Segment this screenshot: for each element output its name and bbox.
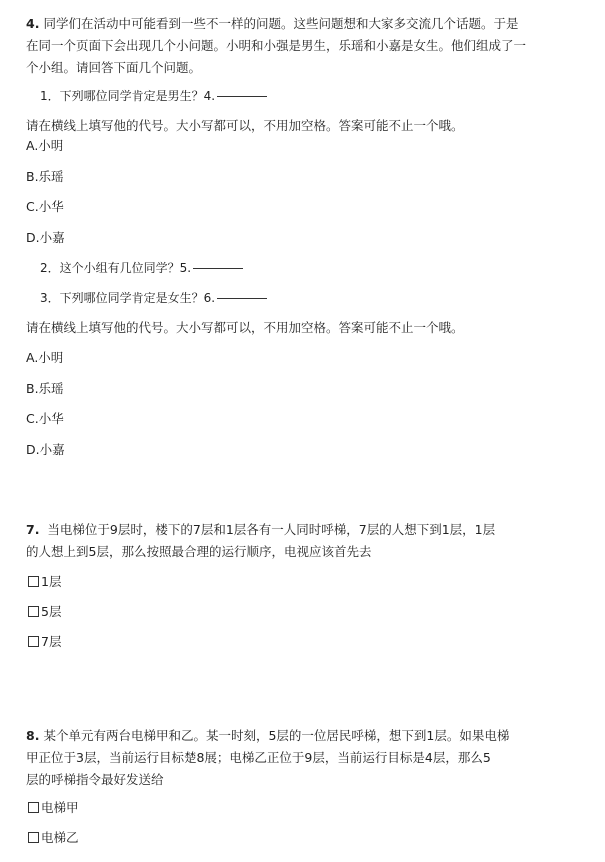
checkbox[interactable] (28, 606, 39, 617)
checkbox[interactable] (28, 802, 39, 813)
q7-option-1[interactable] (28, 574, 61, 590)
q4-sub2-text: 2．这个小组有几位同学？5. (40, 261, 192, 275)
q4-number: 4. (26, 16, 40, 31)
q4-option-c-2: C.小华 (26, 411, 64, 426)
q4-answer-blank-4[interactable] (217, 96, 267, 97)
q4-instruction-2: 请在横线上填写他的代号。大小写都可以，不用加空格。答案可能不止一个哦。 (26, 320, 464, 335)
q4-line-3: 个小组。请回答下面几个问题。 (26, 60, 202, 75)
q8-line-3: 层的呼梯指令最好发送给 (26, 772, 164, 787)
q8-option-1[interactable] (28, 800, 79, 816)
q8-option-2[interactable] (28, 830, 79, 846)
q7-option-2[interactable] (28, 604, 61, 620)
q4-line-2: 在同一个页面下会出现几个小问题。小明和小强是男生，乐瑶和小嘉是女生。他们组成了一 (26, 38, 527, 53)
q4-sub-question-1 (40, 88, 267, 104)
q4-option-d-2: D.小嘉 (26, 442, 65, 457)
q8-line-2: 甲正位于3层，当前运行目标楚8展；电梯乙正位于9层，当前运行目标是4层，那么5 (26, 750, 491, 765)
q7-option-1-label: 1层 (41, 574, 62, 589)
q7-line-1 (26, 522, 495, 538)
q4-option-a-1: A.小明 (26, 138, 64, 153)
q8-option-1-label: 电梯甲 (41, 800, 79, 815)
q4-option-b-1: B.乐瑶 (26, 169, 64, 184)
q7-option-3[interactable] (28, 634, 61, 650)
q4-option-b-2: B.乐瑶 (26, 381, 64, 396)
q4-option-a-2: A.小明 (26, 350, 64, 365)
q4-instruction-1: 请在横线上填写他的代号。大小写都可以，不用加空格。答案可能不止一个哦。 (26, 118, 464, 133)
q4-sub1-text: 1．下列哪位同学肯定是男生？4. (40, 89, 216, 103)
q4-option-c-1: C.小华 (26, 199, 64, 214)
q7-number: 7. (26, 522, 40, 537)
q7-text-1: 当电梯位于9层时，楼下的7层和1层各有一人同时呼梯，7层的人想下到1层，1层 (47, 522, 496, 537)
q8-text-1: 某个单元有两台电梯甲和乙。某一时刻，5层的一位居民呼梯，想下到1层。如果电梯 (43, 728, 510, 743)
q4-answer-blank-5[interactable] (193, 268, 243, 269)
checkbox[interactable] (28, 832, 39, 843)
q4-text-1: 同学们在活动中可能看到一些不一样的问题。这些问题想和大家多交流几个话题。于是 (43, 16, 519, 31)
checkbox[interactable] (28, 636, 39, 647)
q7-option-2-label: 5层 (41, 604, 62, 619)
q4-answer-blank-6[interactable] (217, 298, 267, 299)
q8-line-1 (26, 728, 509, 744)
q7-option-3-label: 7层 (41, 634, 62, 649)
q4-option-d-1: D.小嘉 (26, 230, 65, 245)
q4-line-1 (26, 16, 518, 32)
q7-line-2: 的人想上到5层，那么按照最合理的运行顺序，电视应该首先去 (26, 544, 372, 559)
q4-sub3-text: 3．下列哪位同学肯定是女生？6. (40, 291, 216, 305)
q8-option-2-label: 电梯乙 (41, 830, 79, 845)
q4-sub-question-3 (40, 290, 267, 306)
checkbox[interactable] (28, 576, 39, 587)
q4-sub-question-2 (40, 260, 243, 276)
q8-number: 8. (26, 728, 40, 743)
